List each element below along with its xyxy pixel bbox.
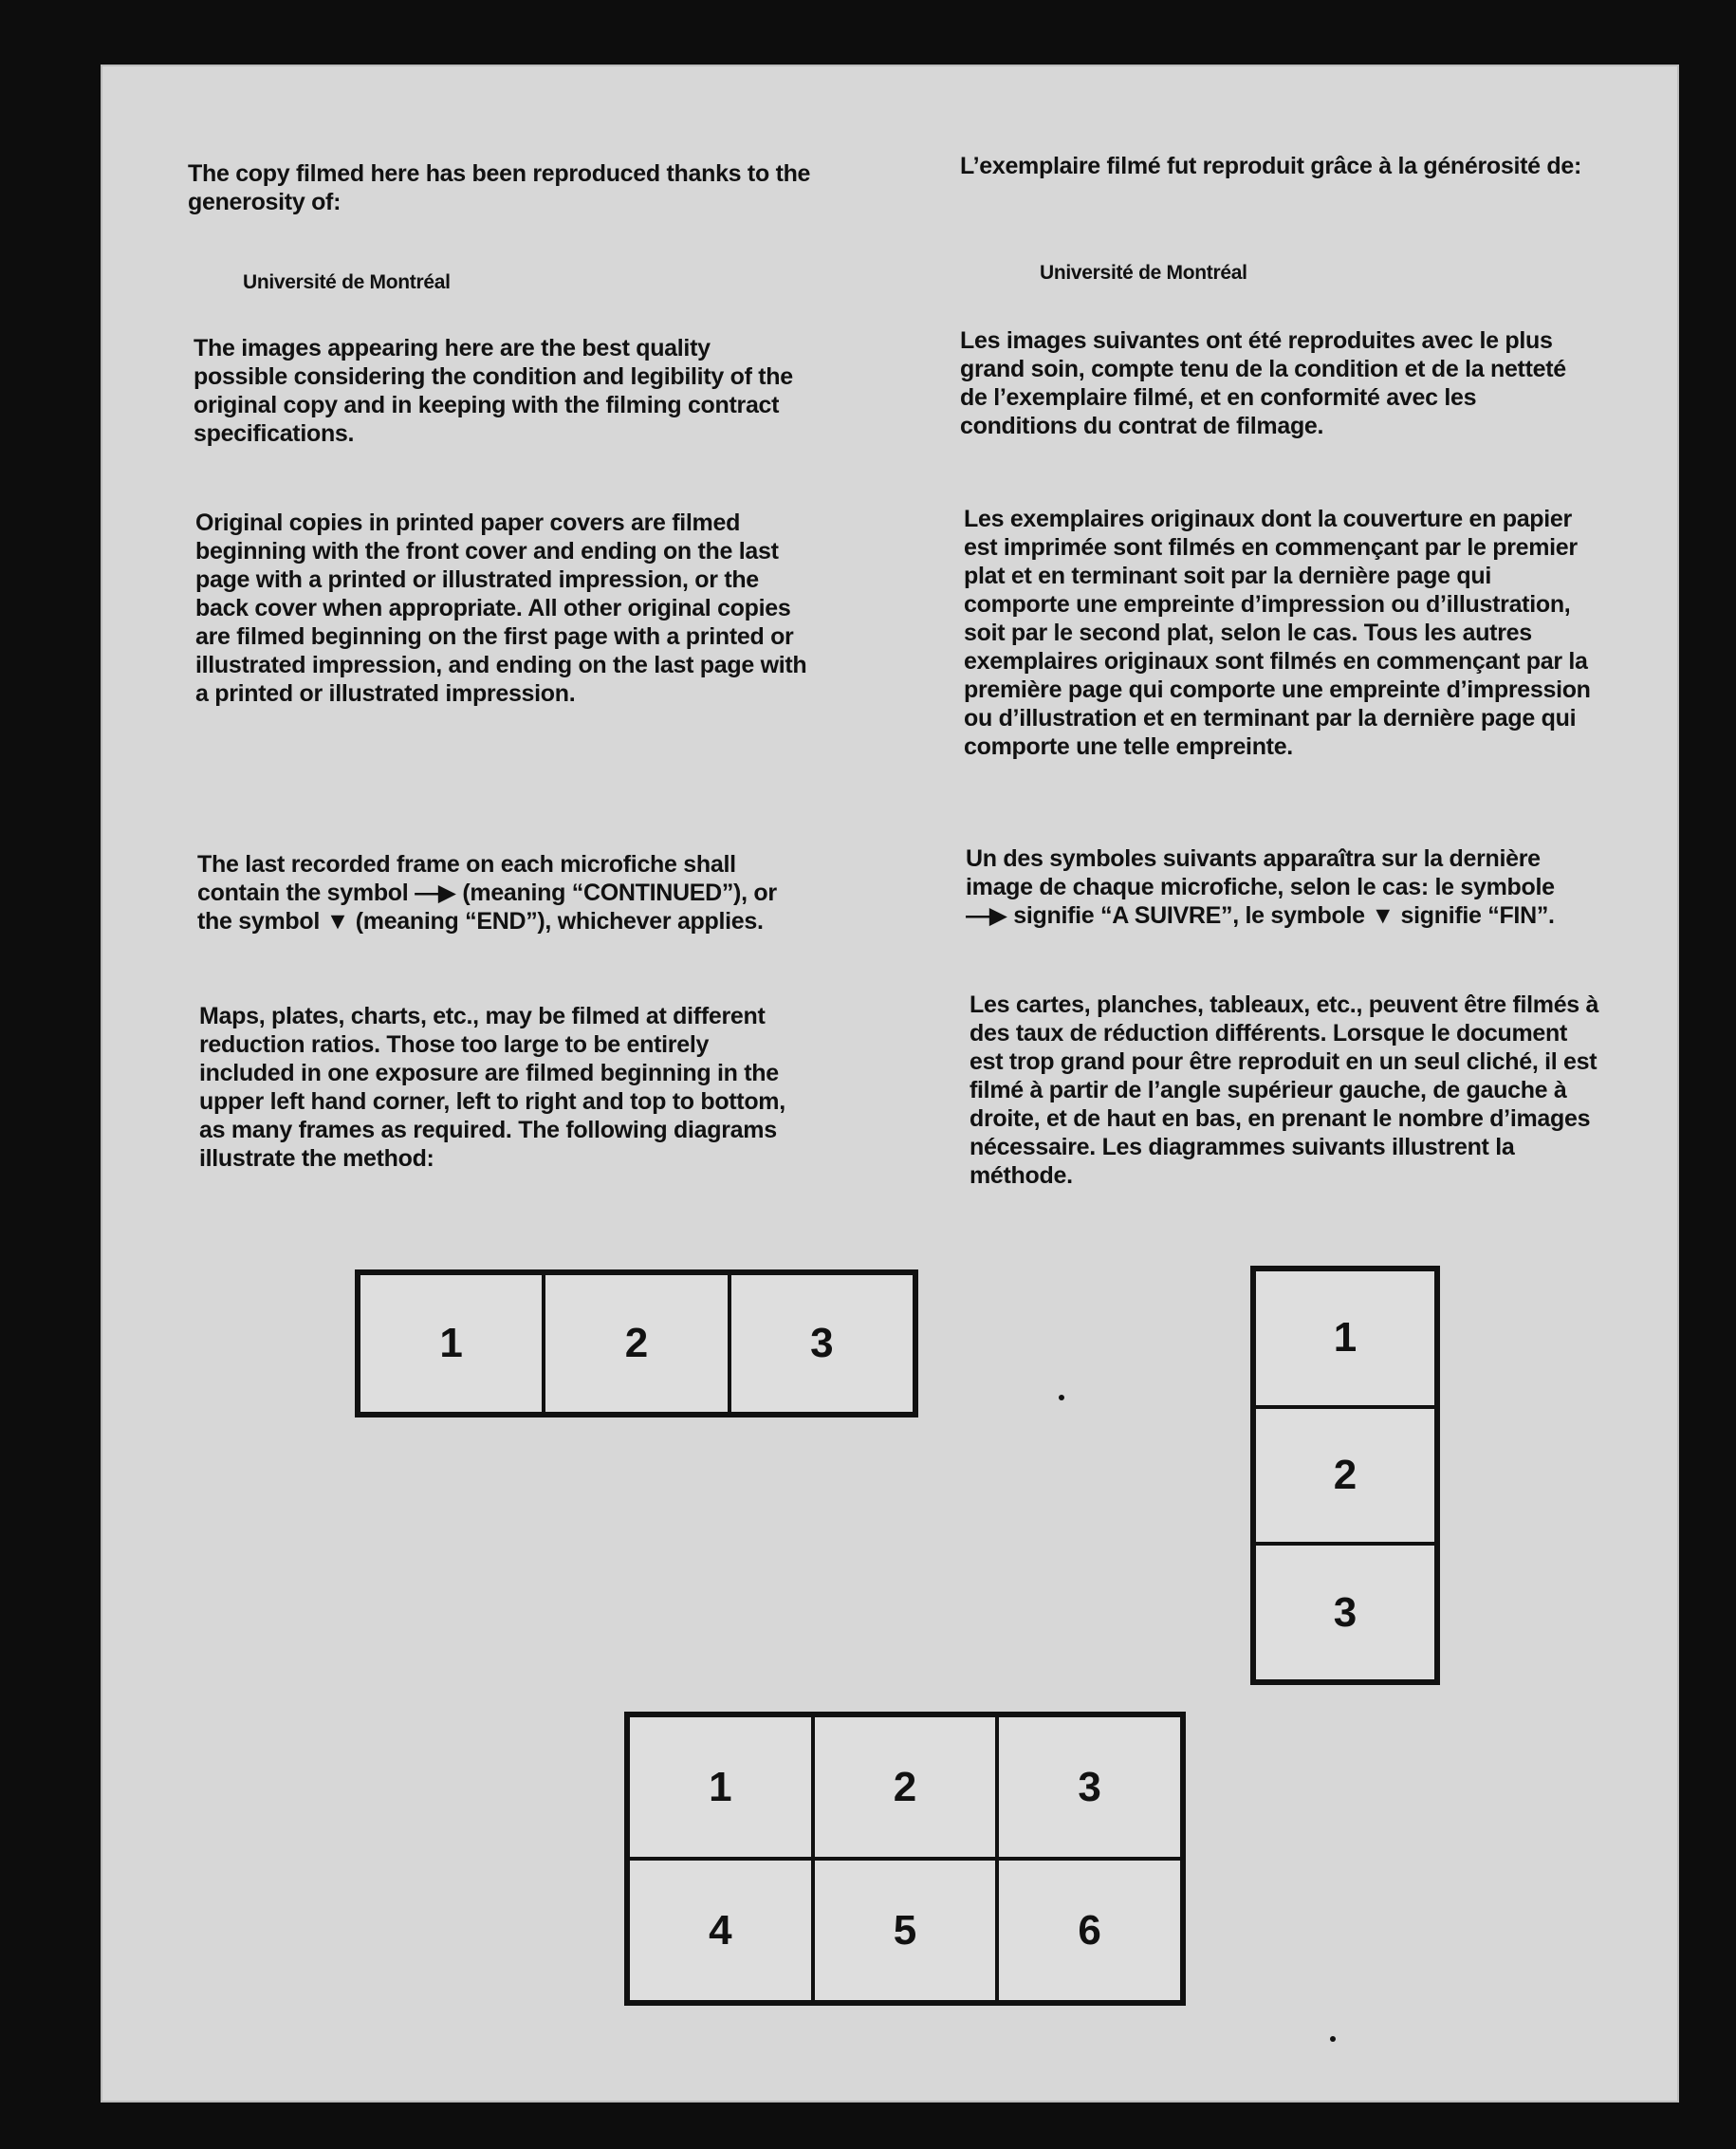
originals-text-en: Original copies in printed paper covers are filmed beginning with the front cover and ending on the last page with a printed or illustrated impression, or the back cover when appropriate. All other original copies are filmed beginning on the first page with a printed or illustrated impression, and ending on the last page with a printed or illustrated impression. bbox=[195, 509, 807, 707]
quality-text-fr: Les images suivantes ont été reproduites avec le plus grand soin, compte tenu de la condition et de la netteté de l’exemplaire filmé, et en conformité avec les conditions du contrat de filmage. bbox=[960, 327, 1566, 439]
symbols-text-fr bbox=[966, 844, 1573, 930]
continued-arrow-icon: —▶ bbox=[415, 880, 456, 906]
diagram-grid bbox=[624, 1712, 1186, 2006]
originals-block-en bbox=[195, 509, 814, 708]
continued-arrow-icon: —▶ bbox=[966, 902, 1007, 929]
maps-block-fr bbox=[970, 991, 1605, 1190]
frame-cell: 2 bbox=[1254, 1407, 1436, 1545]
quality-text-en: The images appearing here are the best quality possible considering the condition and legibility of the original copy and in keeping with the filming contract specifications. bbox=[194, 335, 793, 447]
diagram-horizontal bbox=[355, 1269, 918, 1417]
end-triangle-icon: ▼ bbox=[325, 908, 350, 935]
maps-text-en: Maps, plates, charts, etc., may be filmed at different reduction ratios. Those too large to be entirely included in one exposure are filmed beginning in the upper left hand corner, left to right and top to bottom, as many frames as required. The following diagrams illustrate the method: bbox=[199, 1003, 785, 1172]
frame-cell: 1 bbox=[1254, 1269, 1436, 1407]
frame-cell: 5 bbox=[813, 1859, 998, 2002]
maps-text-fr: Les cartes, planches, tableaux, etc., peuvent être filmés à des taux de réduction différents. Lorsque le document est trop grand pour être reproduit en un seul cliché, il est filmé à partir de l’angle supérieur gauche, de gauche à droite, et de haut en bas, en prenant le nombre d’images nécessaire. Les diagrammes suivants illustrent la méthode. bbox=[970, 991, 1599, 1189]
originals-text-fr: Les exemplaires originaux dont la couverture en papier est imprimée sont filmés en commençant par le premier plat et en terminant soit par la dernière page qui comporte une empreinte d’impression ou d’illustration, soit par le second plat, selon le cas. Tous les autres exemplaires originaux sont filmés en commençant par la première page qui comporte une empreinte d’impression ou d’illustration et en terminant par la dernière page qui comporte une telle empreinte. bbox=[964, 506, 1591, 760]
institution-en bbox=[243, 269, 888, 296]
french-column bbox=[960, 152, 1605, 180]
frame-cell: 3 bbox=[997, 1715, 1182, 1859]
frame-cell: 6 bbox=[997, 1859, 1182, 2002]
dust-speck bbox=[1330, 2036, 1336, 2042]
quality-block-en bbox=[194, 334, 801, 448]
frame-cell: 3 bbox=[729, 1273, 914, 1414]
institution-name-en: Université de Montréal bbox=[243, 271, 451, 293]
frame-cell: 2 bbox=[544, 1273, 729, 1414]
diagram-vertical bbox=[1250, 1266, 1440, 1685]
symbols-text-en-a: The last recorded frame on each microfiche shall contain the symbol bbox=[197, 851, 736, 906]
symbols-block-en bbox=[197, 850, 804, 936]
frame-cell: 3 bbox=[1254, 1544, 1436, 1681]
maps-block-en bbox=[199, 1002, 806, 1173]
frame-cell: 4 bbox=[628, 1859, 813, 2002]
symbols-text-en-c: (meaning “END”), whichever applies. bbox=[355, 908, 764, 935]
symbols-text-fr-a: Un des symboles suivants apparaîtra sur la dernière image de chaque microfiche, selon le cas: le symbole bbox=[966, 845, 1555, 900]
quality-block-fr bbox=[960, 326, 1586, 440]
symbols-block-fr bbox=[966, 844, 1573, 930]
institution-fr bbox=[1040, 260, 1685, 287]
filming-notice-page bbox=[101, 65, 1679, 2103]
frame-cell: 1 bbox=[628, 1715, 813, 1859]
thanks-text-en: The copy filmed here has been reproduced thanks to the generosity of: bbox=[188, 160, 811, 215]
end-triangle-icon: ▼ bbox=[1371, 902, 1394, 929]
thanks-text-fr: L’exemplaire filmé fut reproduit grâce à la générosité de: bbox=[960, 153, 1582, 179]
english-column bbox=[188, 159, 833, 216]
symbols-text-en-b: (meaning “CONTINUED”), or the symbol bbox=[197, 880, 777, 935]
symbols-text-fr-b: signifie “A SUIVRE”, le symbole bbox=[1013, 902, 1365, 929]
institution-name-fr: Université de Montréal bbox=[1040, 262, 1247, 284]
frame-cell: 1 bbox=[359, 1273, 544, 1414]
symbols-text-fr-c: signifie “FIN”. bbox=[1400, 902, 1555, 929]
frame-cell: 2 bbox=[813, 1715, 998, 1859]
dust-speck bbox=[1059, 1395, 1064, 1400]
symbols-text-en bbox=[197, 850, 804, 936]
originals-block-fr bbox=[964, 505, 1596, 761]
